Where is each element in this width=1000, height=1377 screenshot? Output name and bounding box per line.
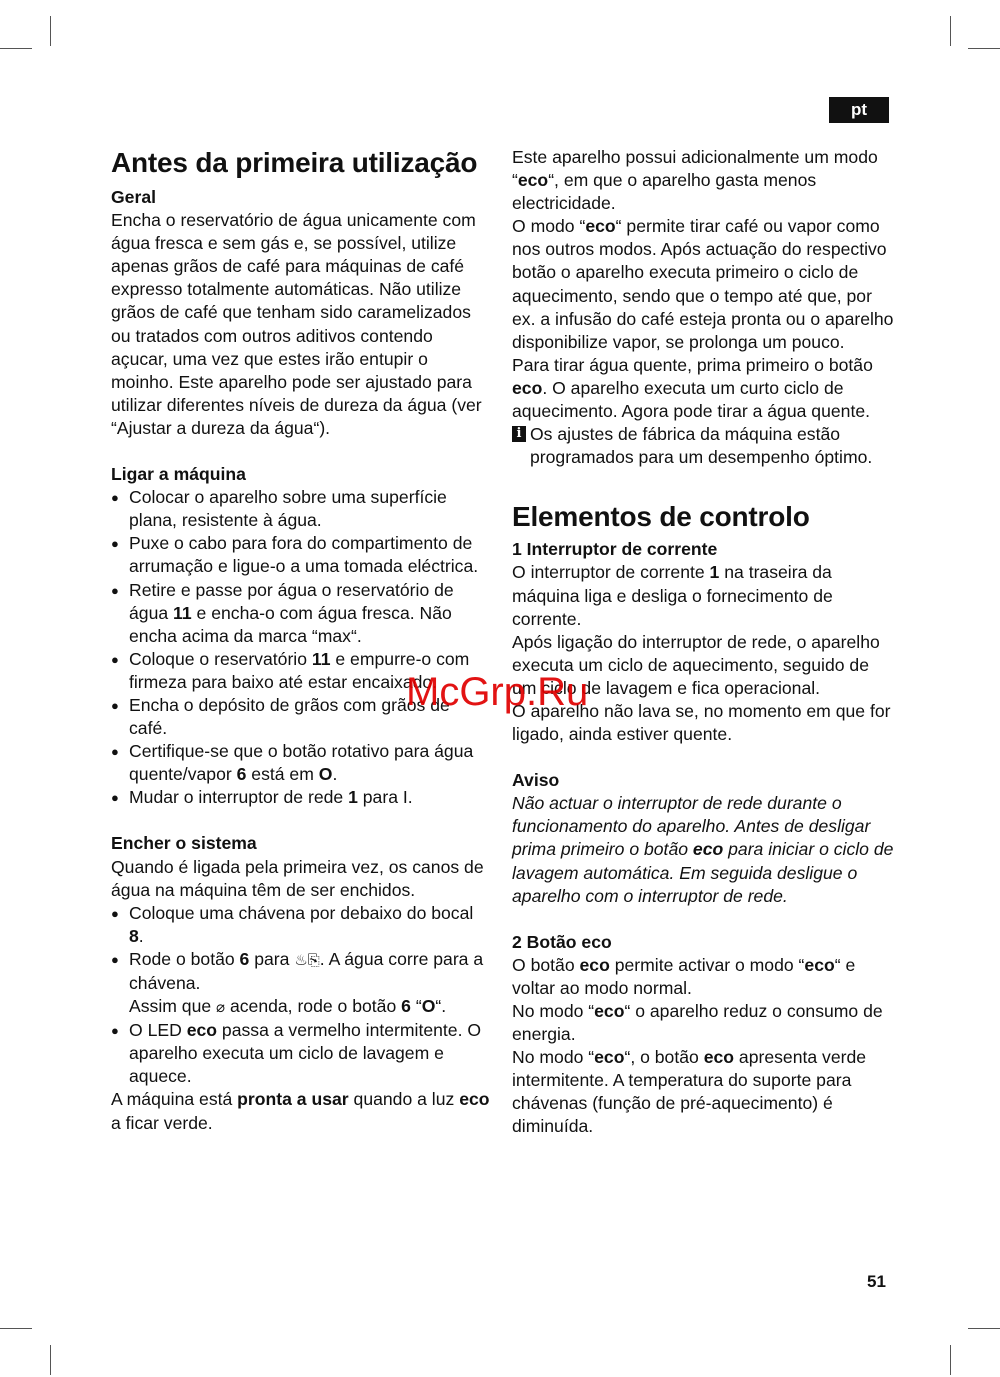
info-icon: i [512,426,526,442]
hot-water-steam-icon: ♨⎘ [294,950,320,969]
list-item: ● Puxe o cabo para fora do compartimento de arrumação e ligue-o a uma tomada eléctrica. [111,532,491,578]
list-item: ● Colocar o aparelho sobre uma superfície plana, resistente à água. [111,486,491,532]
list-item: ● Rode o botão 6 para ♨⎘. A água corre para a chávena. [111,948,491,995]
list-item: ● Retire e passe por água o reservatório de água 11 e encha-o com água fresca. Não encha acima da marca “max“. [111,579,491,648]
info-note: i Os ajustes de fábrica da máquina estão programados para um desempenho óptimo. [512,423,897,469]
watermark: McGrp.Ru [406,670,589,714]
crop-mark [968,1328,1000,1329]
eco-button-text-2: No modo “eco“ o aparelho reduz o consumo de energia. [512,1001,883,1045]
eco-button-heading: 2 Botão eco [512,931,612,952]
list-item: ● Coloque o reservatório 11 e empurre-o com firmeza para baixo até estar encaixado. [111,648,491,694]
crop-mark [950,1345,951,1375]
encher-list [111,902,491,1089]
aviso-heading: Aviso [512,770,560,791]
ligar-heading: Ligar a máquina [111,464,246,485]
geral-heading: Geral [111,187,156,207]
crop-mark [0,1328,32,1329]
ligar-list [111,486,491,809]
crop-mark [0,48,32,49]
list-item: ● Encha o depósito de grãos com grãos de café. [111,694,491,740]
crop-mark [50,16,51,46]
list-item: Assim que ⌀ acenda, rode o botão 6 “O“. [129,996,447,1017]
eco-button-text: O botão eco permite activar o modo “eco“ e voltar ao modo normal. [512,954,856,998]
eco-mode-text: O modo “eco“ permite tirar café ou vapor como nos outros modos. Após actuação do respectivo botão o aparelho executa primeiro o ciclo de aquecimento, sendo que o tempo até que, por ex. a infusão do café esteja pronta ou o aparelho disponibilize vapor, se prolonga um pouco. [512,216,894,352]
left-column [111,145,491,1135]
crop-mark [50,1345,51,1375]
crop-mark [950,16,951,46]
eco-button-text-3: No modo “eco“, o botão eco apresenta verde intermitente. A temperatura do suporte para chávenas (função de pré-aquecimento) é diminuída. [512,1047,867,1137]
power-switch-heading: 1 Interruptor de corrente [512,539,718,560]
encher-text: Quando é ligada pela primeira vez, os canos de água na máquina têm de ser enchidos. [111,856,484,900]
encher-heading: Encher o sistema [111,833,257,854]
eco-intro: Este aparelho possui adicionalmente um modo “eco“, em que o aparelho gasta menos electricidade. [512,147,878,214]
fill-system-icon: ⌀ [216,998,226,1017]
language-tab: pt [829,97,889,123]
controls-title: Elementos de controlo [512,501,810,533]
power-switch-text-2: Após ligação do interruptor de rede, o aparelho executa um ciclo de aquecimento, seguido de um ciclo de lavagem e fica operacional. [512,631,880,698]
crop-mark [968,48,1000,49]
ready-text: A máquina está pronta a usar quando a luz eco a ficar verde. [111,1089,490,1133]
list-item: ● O LED eco passa a vermelho intermitente. O aparelho executa um ciclo de lavagem e aquece. [111,1019,491,1088]
list-item: ● Mudar o interruptor de rede 1 para I. [111,786,491,809]
hot-water-text: Para tirar água quente, prima primeiro o botão eco. O aparelho executa um curto ciclo de aquecimento. Agora pode tirar a água quente. [512,354,873,422]
page-number: 51 [867,1272,886,1291]
list-item: ● Certifique-se que o botão rotativo para água quente/vapor 6 está em O. [111,740,491,786]
power-switch-text-3: O aparelho não lava se, no momento em que for ligado, ainda estiver quente. [512,700,891,745]
aviso-text: Não actuar o interruptor de rede durante o funcionamento do aparelho. Antes de desligar prima primeiro o botão eco para iniciar o ciclo de lavagem automática. Em seguida desligue o aparelho com o interruptor de rede. [512,793,894,906]
section-title: Antes da primeira utilização [111,147,478,178]
list-item: ● Coloque uma chávena por debaixo do bocal 8. [111,902,491,948]
right-column [512,146,897,1139]
power-switch-text: O interruptor de corrente 1 na traseira da máquina liga e desliga o fornecimento de corrente. [512,562,833,629]
geral-text: Encha o reservatório de água unicamente com água fresca e sem gás e, se possível, utilize apenas grãos de café para máquinas de café expresso totalmente automáticas. Não utilize grãos de café que tenham sido caramelizados ou tratados com outros aditivos contendo açucar, uma vez que estes irão entupir o moinho. Este aparelho pode ser ajustado para utilizar diferentes níveis de dureza da água (ver “Ajustar a dureza da água“). [111,210,482,438]
